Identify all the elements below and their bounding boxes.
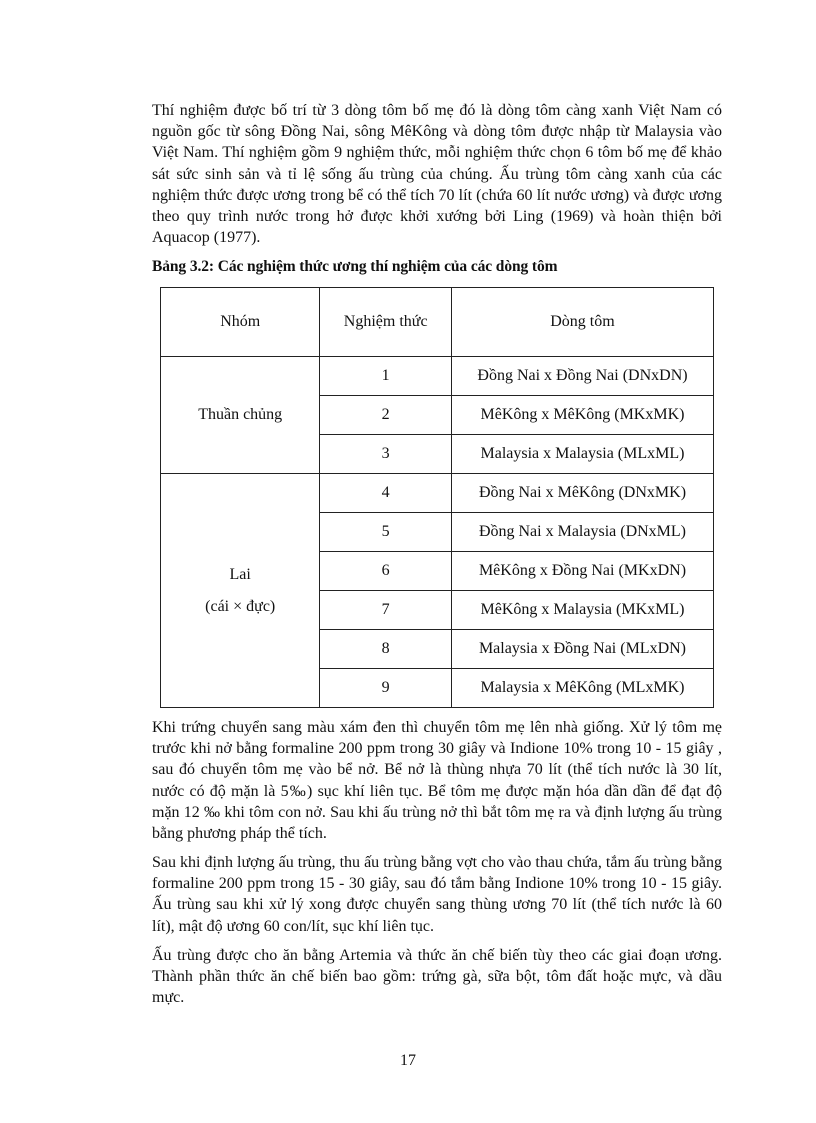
spawning-paragraph: Khi trứng chuyển sang màu xám đen thì chuyển tôm mẹ lên nhà giống. Xử lý tôm mẹ trước khi nở bằng formaline 200 ppm trong 30 giây và Indione 10% trong 10 - 15 giây , sau đó chuyển tôm mẹ vào bể nở. Bể nở là thùng nhựa 70 lít (thể tích nước là 30 lít, nước có độ mặn là 5‰) sục khí liên tục. Bể tôm mẹ được mặn hóa dần dần để đạt độ mặn 12 ‰ khi tôm con nở. Sau khi ấu trùng nở thì bắt tôm mẹ ra và định lượng ấu trùng bằng phương pháp thể tích.: [152, 719, 722, 843]
treatment-cell: 5: [320, 513, 452, 552]
strain-cell: Malaysia x Đồng Nai (MLxDN): [451, 630, 713, 669]
treatment-cell: 3: [320, 435, 452, 474]
strain-cell: Malaysia x Malaysia (MLxML): [451, 435, 713, 474]
treatment-table: [160, 287, 714, 708]
table-caption: Bảng 3.2: Các nghiệm thức ương thí nghiệm của các dòng tôm: [152, 258, 558, 275]
treatment-cell: 2: [320, 396, 452, 435]
table-row: [161, 474, 714, 513]
table-header-row: [161, 288, 714, 357]
feeding-paragraph: Ấu trùng được cho ăn bằng Artemia và thức ăn chế biến tùy theo các giai đoạn ương. Thành phần thức ăn chế biến bao gồm: trứng gà, sữa bột, tôm đất hoặc mực, và dầu mực.: [152, 947, 722, 1007]
strain-cell: MêKông x MêKông (MKxMK): [451, 396, 713, 435]
group-pure: Thuần chủng: [161, 357, 320, 474]
header-group: Nhóm: [161, 288, 320, 357]
strain-cell: Đồng Nai x Đồng Nai (DNxDN): [451, 357, 713, 396]
table-row: [161, 357, 714, 396]
intro-paragraph: Thí nghiệm được bố trí từ 3 dòng tôm bố mẹ đó là dòng tôm càng xanh Việt Nam có nguồn gốc từ sông Đồng Nai, sông MêKông và dòng tôm được nhập từ Malaysia vào Việt Nam. Thí nghiệm gồm 9 nghiệm thức, mỗi nghiệm thức chọn 6 tôm bố mẹ để khảo sát sức sinh sản và tỉ lệ sống ấu trùng của chúng. Ấu trùng tôm càng xanh của các nghiệm thức được ương trong bể có thể tích 70 lít (chứa 60 lít nước ương) và được ương theo quy trình nước trong hở được khởi xướng bởi Ling (1969) và hoàn thiện bởi Aquacop (1977).: [152, 102, 722, 247]
group-hybrid-note: (cái × đực): [205, 597, 276, 615]
strain-cell: Malaysia x MêKông (MLxMK): [451, 669, 713, 708]
strain-cell: Đồng Nai x MêKông (DNxMK): [451, 474, 713, 513]
strain-cell: MêKông x Malaysia (MKxML): [451, 591, 713, 630]
header-treatment: Nghiệm thức: [320, 288, 452, 357]
treatment-cell: 1: [320, 357, 452, 396]
group-hybrid: [161, 474, 320, 708]
treatment-cell: 9: [320, 669, 452, 708]
page-number: 17: [400, 1052, 416, 1069]
group-hybrid-label: Lai: [229, 565, 251, 583]
strain-cell: Đồng Nai x Malaysia (DNxML): [451, 513, 713, 552]
treatment-cell: 8: [320, 630, 452, 669]
treatment-cell: 4: [320, 474, 452, 513]
strain-cell: MêKông x Đồng Nai (MKxDN): [451, 552, 713, 591]
treatment-cell: 6: [320, 552, 452, 591]
larvae-paragraph: Sau khi định lượng ấu trùng, thu ấu trùng bằng vợt cho vào thau chứa, tắm ấu trùng bằng formaline 200 ppm trong 15 - 30 giây, sau đó tắm bằng Indione 10% trong 10 - 15 giây. Ấu trùng sau khi xử lý xong được chuyển sang thùng ương 70 lít (thể tích nước là 60 lít), mật độ ương 60 con/lít, sục khí liên tục.: [152, 854, 722, 935]
treatment-cell: 7: [320, 591, 452, 630]
header-strain: Dòng tôm: [451, 288, 713, 357]
